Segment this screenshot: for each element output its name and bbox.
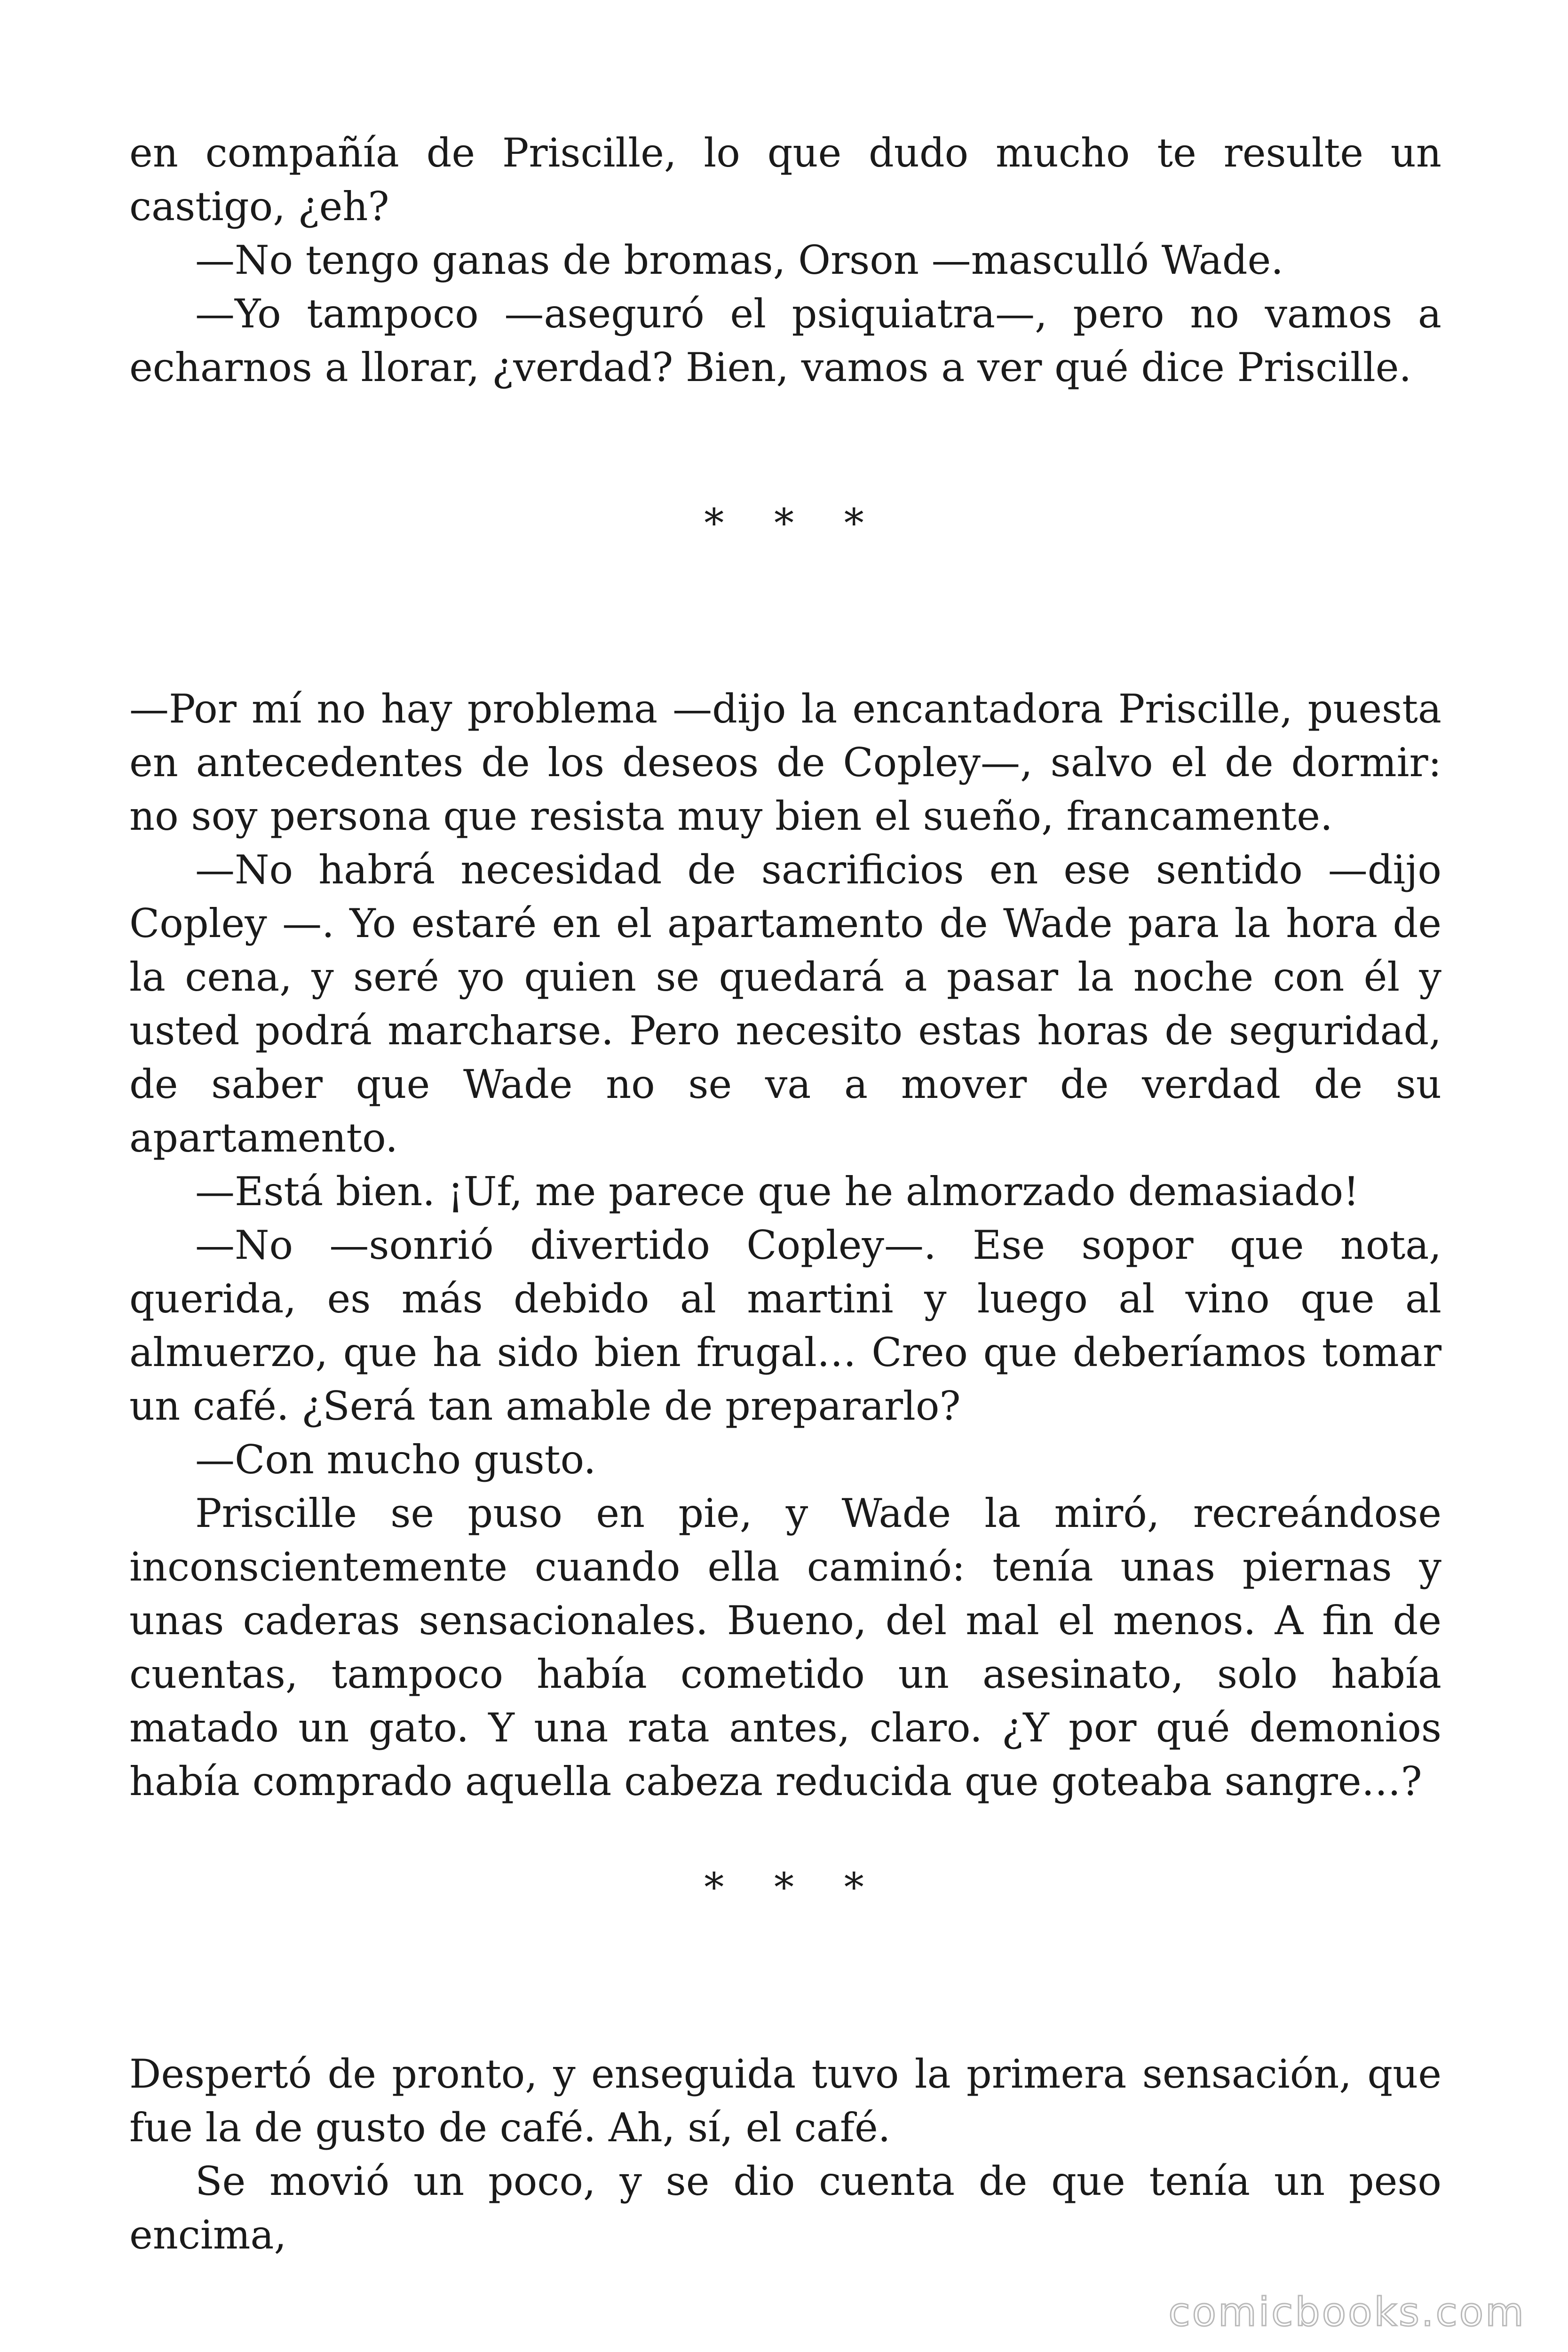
paragraph: Despertó de pronto, y enseguida tuvo la primera sensación, que fue la de gusto de café. Ah, sí, el café. [129, 2051, 1441, 2151]
paragraph: —No —sonrió divertido Copley—. Ese sopor que nota, querida, es más debido al martini y luego al vino que al almuerzo, que ha sido bien frugal… Creo que deberíamos tomar un café. ¿Será tan amable de prepararlo? [129, 1222, 1441, 1429]
paragraph: —Está bien. ¡Uf, me parece que he almorzado demasiado! [195, 1168, 1359, 1215]
section-2 [129, 682, 1441, 1808]
paragraph: —Por mí no hay problema —dijo la encantadora Priscille, puesta en antecedentes de los deseos de Copley—, salvo el de dormir: no soy persona que resista muy bien el sueño, francamente. [129, 686, 1441, 839]
paragraph: —No habrá necesidad de sacrificios en ese sentido —dijo Copley —. Yo estaré en el apartamento de Wade para la hora de la cena, y seré yo quien se quedará a pasar la noche con él y usted podrá marcharse. Pero necesito estas horas de seguridad, de saber que Wade no se va a mover de verdad de su apartamento. [129, 847, 1441, 1161]
paragraph: —No tengo ganas de bromas, Orson —masculló Wade. [195, 237, 1283, 283]
section-3 [129, 2047, 1441, 2262]
scene-separator: * * * [704, 1864, 883, 1910]
paragraph: en compañía de Priscille, lo que dudo mucho te resulte un castigo, ¿eh? [129, 130, 1441, 230]
paragraph: Se movió un poco, y se dio cuenta de que tenía un peso encima, [129, 2158, 1441, 2258]
watermark: comicbooks.com [1168, 2289, 1526, 2335]
scene-separator: * * * [704, 500, 883, 546]
paragraph: Priscille se puso en pie, y Wade la miró, recreándose inconscientemente cuando ella caminó: tenía unas piernas y unas caderas sensacionales. Bueno, del mal el menos. A fin de cuentas, tampoco había cometido un asesinato, solo había matado un gato. Y una rata antes, claro. ¿Y por qué demonios había comprado aquella cabeza reducida que goteaba sangre…? [129, 1490, 1441, 1804]
section-1 [129, 126, 1441, 394]
paragraph: —Yo tampoco —aseguró el psiquiatra—, pero no vamos a echarnos a llorar, ¿verdad? Bien, vamos a ver qué dice Priscille. [129, 291, 1441, 390]
paragraph: —Con mucho gusto. [195, 1437, 596, 1483]
